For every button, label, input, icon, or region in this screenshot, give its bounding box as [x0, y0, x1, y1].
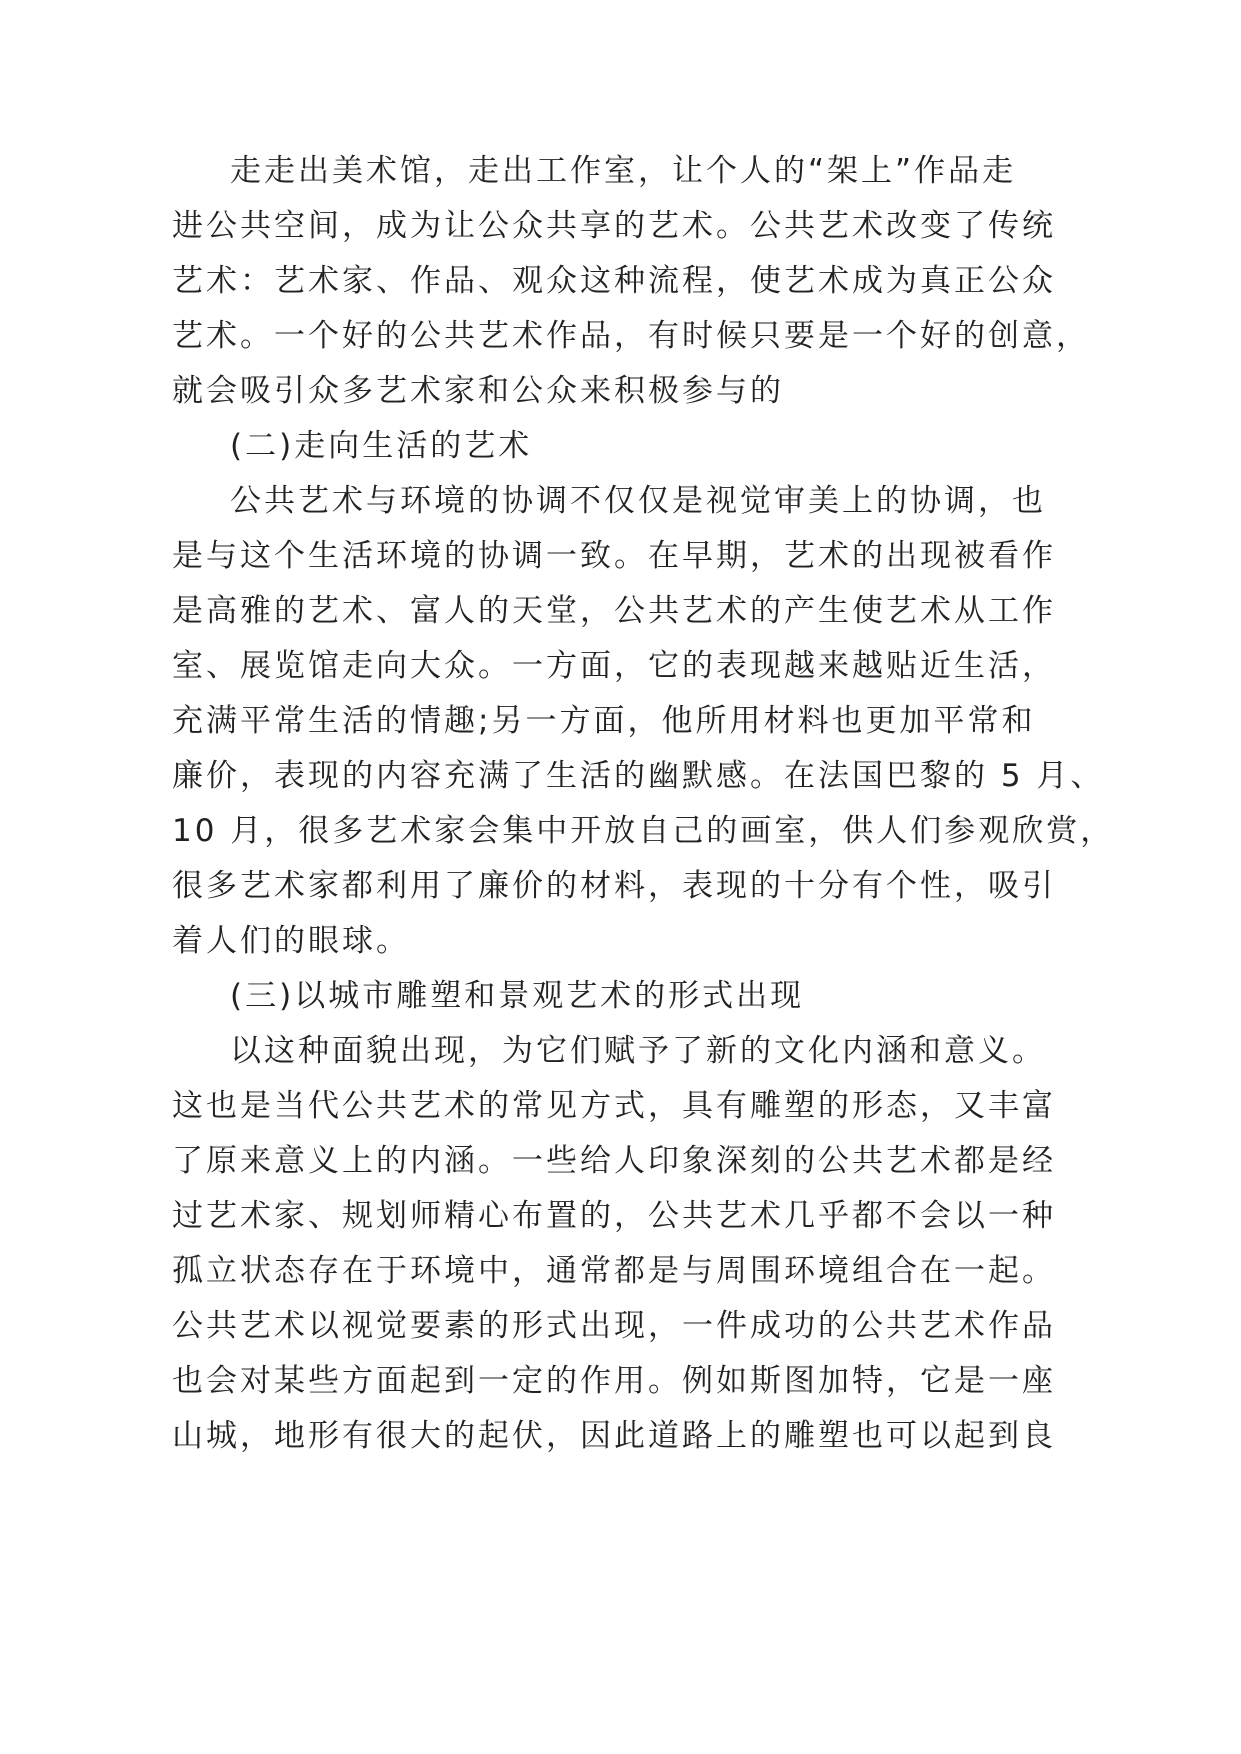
text-line: 公共艺术与环境的协调不仅仅是视觉审美上的协调，也: [230, 483, 1046, 519]
text-line: 充满平常生活的情趣;另一方面，他所用材料也更加平常和: [172, 703, 1036, 739]
text-line: 也会对某些方面起到一定的作用。例如斯图加特，它是一座: [172, 1363, 1056, 1399]
text-line: 公共艺术以视觉要素的形式出现，一件成功的公共艺术作品: [172, 1308, 1056, 1344]
text-line: 是高雅的艺术、富人的天堂，公共艺术的产生使艺术从工作: [172, 593, 1056, 629]
text-line: 10 月，很多艺术家会集中开放自己的画室，供人们参观欣赏，: [172, 813, 1115, 849]
text-line: 很多艺术家都利用了廉价的材料，表现的十分有个性，吸引: [172, 868, 1056, 904]
text-line: 是与这个生活环境的协调一致。在早期，艺术的出现被看作: [172, 538, 1056, 574]
section-heading: (三)以城市雕塑和景观艺术的形式出现: [230, 978, 805, 1014]
text-line: 艺术：艺术家、作品、观众这种流程，使艺术成为真正公众: [172, 263, 1056, 299]
text-line: 了原来意义上的内涵。一些给人印象深刻的公共艺术都是经: [172, 1143, 1056, 1179]
text-line: 过艺术家、规划师精心布置的，公共艺术几乎都不会以一种: [172, 1198, 1056, 1234]
text-line: 艺术。一个好的公共艺术作品，有时候只要是一个好的创意，: [172, 318, 1090, 354]
text-line: 以这种面貌出现，为它们赋予了新的文化内涵和意义。: [230, 1033, 1046, 1069]
text-line: 着人们的眼球。: [172, 923, 410, 959]
text-line: 孤立状态存在于环境中，通常都是与周围环境组合在一起。: [172, 1253, 1056, 1289]
text-line: 走走出美术馆，走出工作室，让个人的“架上”作品走: [230, 153, 1017, 189]
text-line: 这也是当代公共艺术的常见方式，具有雕塑的形态，又丰富: [172, 1088, 1056, 1124]
text-line: 就会吸引众多艺术家和公众来积极参与的: [172, 373, 784, 409]
text-line: 进公共空间，成为让公众共享的艺术。公共艺术改变了传统: [172, 208, 1056, 244]
section-heading: (二)走向生活的艺术: [230, 428, 533, 464]
text-line: 廉价，表现的内容充满了生活的幽默感。在法国巴黎的 5 月、: [172, 758, 1105, 794]
text-line: 室、展览馆走向大众。一方面，它的表现越来越贴近生活，: [172, 648, 1056, 684]
text-line: 山城，地形有很大的起伏，因此道路上的雕塑也可以起到良: [172, 1418, 1056, 1454]
